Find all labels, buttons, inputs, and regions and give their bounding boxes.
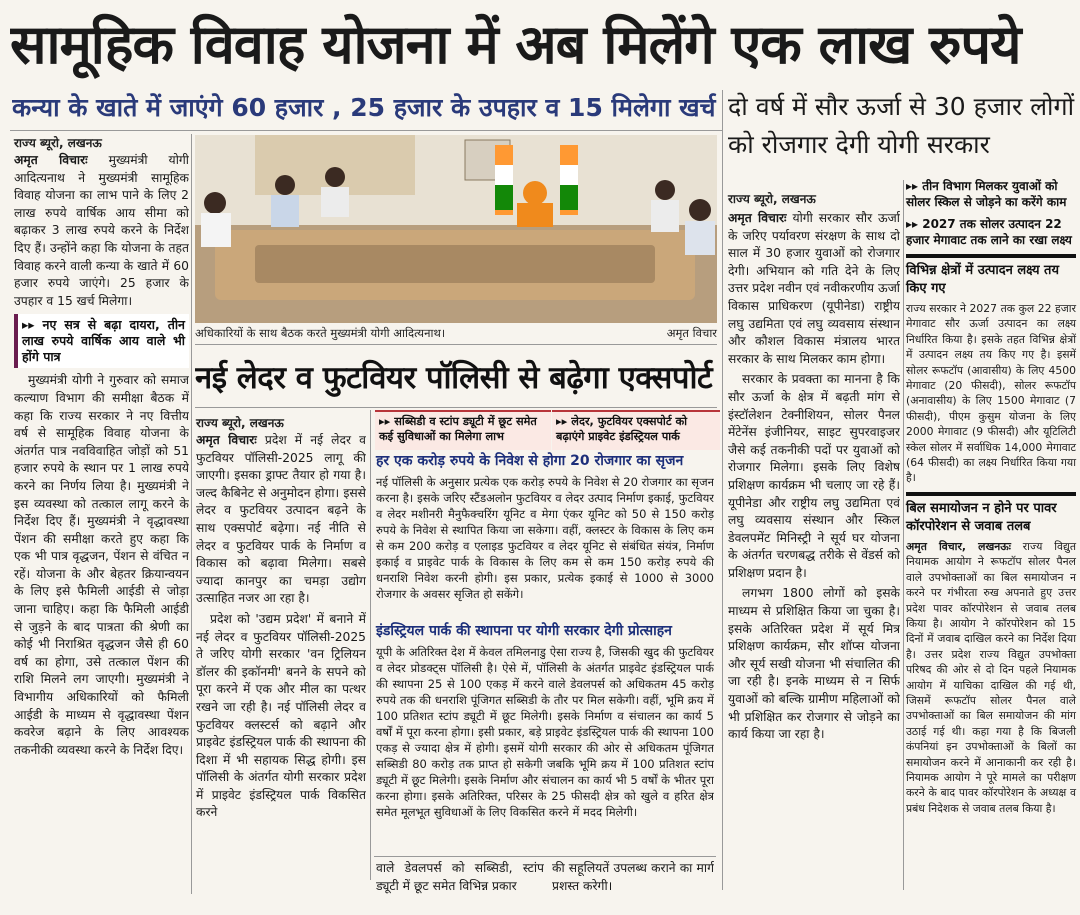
meeting-photo <box>195 135 717 323</box>
story2-col1 <box>196 432 366 897</box>
sidebar-head2: बिल समायोजन न होने पर पावर कॉरपोरेशन से जवाब तलब <box>906 500 1057 534</box>
story3-para1: योगी सरकार सौर ऊर्जा के जरिए पर्यावरण संरक्षण के साथ दो साल में 30 हजार युवाओं को रोजगार देगी। अभियान को गति देने के लिए उत्तर प्रदेश नवीन एवं नवीकरणीय ऊर्जा विकास प्राधिकरण (यूपीनेडा) राष्ट्रीय लघु उद्यमिता एवं लघु व्यवसाय संस्थान और कौशल विकास मंत्रालय भारत सरकार के साथ मिलकर काम होगा। <box>728 211 900 366</box>
story1-byline: राज्य ब्यूरो, लखनऊ <box>14 136 102 150</box>
sidebar-text2-body: राज्य विद्युत नियामक आयोग ने रूफटॉप सोलर पैनल वाले उपभोक्ताओं का बिल समायोजन न करने पर गंभीरता रुख अपनाते हुए उत्तर प्रदेश पावर कॉरपोरेशन से जवाब तलब किया है। आयोग ने कॉरपोरेशन को 15 दिनों में जवाब दाखिल करने का निर्देश दिया है। उत्तर प्रदेश राज्य विद्युत उपभोक्ता परिषद की ओर से दो दिन पहले नियामक आयोग में याचिका दाखिल की गई थी, जिसमें रूफटॉप सोलर पैनल वाले उपभोक्ताओं का बिल समायोजन की मांग उठाई गई थी। कहा गया है कि बिजली कंपनियां इन उपभोक्ताओं के बिलों का समायोजन करने में आनाकानी कर रही है। नियामक आयोग ने पूरे मामले का परीक्षण करने के बाद पावर कॉरपोरेशन के अध्यक्ष व प्रबंध निदेशक से जवाब तलब किया है। <box>906 539 1076 815</box>
story2-para3-text: नई पॉलिसी के अनुसार प्रत्येक एक करोड़ रुपये के निवेश से 20 रोजगार का सृजन करना है। इसके जरिए स्टैंडअलोन फुटवियर व लेदर उत्पाद निर्माण इकाई, फुटवियर व लेदर मशीनरी मैनुफैक्चरिंग यूनिट व मेगा एंकर यूनिट को 50 से 150 करोड़ रुपये के निवेश से स्थापित किया जा सकेगा। वहीं, क्लस्टर के विकास के लिए कम से कम 200 करोड़ व एलाइड फुटवियर व लेदर यूनिट से संबंधित संयंत्र, निर्माण इकाई व प्राइवेट पार्क के विकास के लिए कम से कम 150 करोड़ रुपये की धनराशि निवेश करनी होगी। इस प्रकार, प्रत्येक इकाई से 1000 से 3000 रोजगार के अवसर सृजित हो सकेंगे। <box>376 475 714 601</box>
story1-lead: अमृत विचारः <box>14 153 88 167</box>
story3-para3: लगभग 1800 लोगों को इसके माध्यम से प्रशिक्षित किया जा चुका है। इसके अतिरिक्त प्रदेश में सूर्य मित्र प्रशिक्षण कार्यक्रम, सौर शॉप्स योजना और सूर्य सखी योजना भी संचालित की जा रही है। इनके माध्यम से न सिर्फ युवाओं को बल्कि ग्रामीण महिलाओं को भी प्रशिक्षित कर रोजगार से जोड़ने का कार्य किया जा रहा है। <box>728 586 900 742</box>
sidebar-pull1 <box>906 178 1076 210</box>
sidebar-text1: राज्य सरकार ने 2027 तक कुल 22 हजार मेगावाट सौर ऊर्जा उत्पादन का लक्ष्य निर्धारित किया है। इसके तहत विभिन्न क्षेत्रों में उत्पादन लक्ष्य तय किए गए है। इसमें सोलर रूफटॉप (आवासीय) के लिए 4500 मेगावाट (20 फीसदी), सोलर रूफटॉप (अनावासीय) के लिए 1500 मेगावाट (7 फीसदी), पीएम कुसुम योजना के लिए 2000 मेगावाट (9 फीसदी) और यूटिलिटी स्केल सोलर में सर्वाधिक 14,000 मेगावाट (64 फीसदी) का लक्ष्य निर्धारित किया गया है। <box>906 302 1076 485</box>
photo-caption-bar <box>195 326 717 345</box>
story2-para5b-text: की सहूलियतें उपलब्ध कराने का मार्ग प्रशस्त करेगी। <box>552 861 714 893</box>
story2-subhead2: इंडस्ट्रियल पार्क की स्थापना पर योगी सरकार देगी प्रोत्साहन <box>376 623 672 639</box>
column-divider <box>903 180 904 890</box>
story2-para1: प्रदेश में नई लेदर व फुटवियर पॉलिसी-2025 लागू की जाएगी। इसका ड्राफ्ट तैयार हो गया है। जल्द कैबिनेट से अनुमोदन होगा। इससे लेदर व फुटवियर उत्पादन बढ़ने के साथ एक्सपोर्ट बढ़ेगा। नई नीति से लेदर व फुटवियर पार्क के निर्माण व विकास को बढ़ावा मिलेगा। सबसे ज्यादा कानपुर का चमड़ा उद्योग उत्साहित नजर आ रहा है। <box>196 433 366 606</box>
story3-byline: राज्य ब्यूरो, लखनऊ <box>728 192 816 206</box>
story3-para2: सरकार के प्रवक्ता का मानना है कि सौर ऊर्जा के क्षेत्र में बढ़ती मांग से इंस्टॉलेशन टेक्नीशियन, सोलर पैनल मेंटेनेंस इंजीनियर, साइट सुपरवाइजर जैसे कई तकनीकी पदों पर युवाओं को रोजगार मिलेगा। इसके लिए विशेष प्रशिक्षण कार्यक्रम भी चलाए जा रहे हैं। यूपीनेडा और राष्ट्रीय लघु उद्यमिता एवं लघु व्यवसाय संस्थान और स्किल डेवलपमेंट मिनिस्ट्री ने सूर्य घर योजना के अंतर्गत चरणबद्ध तरीके से वेंडर्स को प्रशिक्षण प्रदान है। <box>728 372 900 580</box>
arrow-icon: ▸▸ <box>556 415 568 428</box>
story2-headline: नई लेदर व फुटवियर पॉलिसी से बढ़ेगा एक्सपोर्ट <box>195 360 713 396</box>
story2-para2: प्रदेश को 'उद्यम प्रदेश' में बनाने में नई लेदर व फुटवियर पॉलिसी-2025 ते जरिए योगी सरकार 'वन ट्रिलियन डॉलर की इकॉनमी' बनने के सपने को पूरा करने में एक और मील का पत्थर रखने जा रही है। नई पॉलिसी लेदर व फुटवियर क्लस्टर्स को बढ़ाने और प्राइवेट इंडस्ट्रियल पार्क की स्थापना की दिशा में भी सहायक सिद्ध होगी। इस पॉलिसी के अंतर्गत योगी सरकार प्रदेश में प्राइवेट इंडस्ट्रियल पार्क विकसित करने <box>196 611 366 820</box>
sidebar-pull2-text: 2027 तक सोलर उत्पादन 22 हजार मेगावाट तक लाने का रखा लक्ष्य <box>906 217 1072 247</box>
story1-body <box>14 152 189 887</box>
story2-lead: अमृत विचारः <box>196 433 257 447</box>
arrow-icon: ▸▸ <box>906 179 919 193</box>
story2-tag1-text: सब्सिडी व स्टांप ड्यूटी में छूट समेत कई सुविधाओं का मिलेगा लाभ <box>379 415 537 443</box>
story1-pull-text: नए सत्र से बढ़ा दायरा, तीन लाख रुपये वार्षिक आय वाले भी होंगे पात्र <box>22 317 185 365</box>
story3-body <box>728 210 900 895</box>
story2-para5a-text: वाले डेवलपर्स को सब्सिडी, स्टांप ड्यूटी में छूट समेत विभिन्न प्रकार <box>376 861 544 893</box>
sub-headline: कन्या के खाते में जाएंगे 60 हजार , 25 हजार के उपहार व 15 मिलेगा खर्च <box>12 93 716 122</box>
story1-para1: मुख्यमंत्री योगी आदित्यनाथ ने मुख्यमंत्री सामूहिक विवाह योजना का लाभ पाने के लिए 2 लाख रुपये वार्षिक आय सीमा को बढ़ाकर 3 लाख रुपये करने के निर्देश दिए हैं। उन्होंने कहा कि योजना के तहत विवाह करने वाली कन्या के खाते में 60 हजार रुपये जाएंगे। 25 हजार के उपहार व 15 खर्च मिलेगा। <box>14 153 189 308</box>
meeting-illustration <box>195 135 717 323</box>
photo-credit: अमृत विचार <box>666 326 717 340</box>
column-divider <box>191 134 192 894</box>
main-headline: सामूहिक विवाह योजना में अब मिलेंगे एक लाख रुपये <box>10 13 1021 76</box>
story1-para2: मुख्यमंत्री योगी ने गुरुवार को समाज कल्याण विभाग की समीक्षा बैठक में कहा कि राज्य सरकार ने नए वित्तीय वर्ष से सामूहिक विवाह योजना के अंतर्गत पात्र नवविवाहित जोड़ों को 51 हजार रुपये के स्थान पर 1 लाख रुपये करने का निर्णय लिया है। मुख्यमंत्री ने इस व्यवस्था को तत्काल लागू करने के निर्देश दिए हैं। मुख्यमंत्री ने वृद्धावस्था पेंशन की समीक्षा करते हुए कहा कि एक भी पात्र वृद्धजन, पेंशन से वंचित न रहें। योजना के और बेहतर क्रियान्वयन के लिए इसे फैमिली आईडी से जोड़ा जाना चाहिए। कहा कि फैमिली आईडी से जुड़ने के बाद पात्रता की श्रेणी का कोई भी निराश्रित वृद्धजन जैसे ही 60 वर्ष का होगा, उसे तत्काल पेंशन की राशि मिलने लग जाएगी। मुख्यमंत्री ने विभागीय अधिकारियों को फैमिली आईडी के माध्यम से वृद्धावस्था पेंशन कवरेज बढ़ाने के लिए आवश्यक तकनीकी व्यवस्था करने के निर्देश दिए। <box>14 373 189 757</box>
story2-subhead1: हर एक करोड़ रुपये के निवेश से होगा 20 रोजगार का सृजन <box>376 453 684 469</box>
sidebar-pull2 <box>906 216 1076 248</box>
photo-caption: अधिकारियों के साथ बैठक करते मुख्यमंत्री योगी आदित्यनाथ। <box>195 326 446 340</box>
arrow-icon: ▸▸ <box>379 415 391 428</box>
divider <box>195 407 717 408</box>
sidebar-lead2: अमृत विचार, लखनऊः <box>906 539 1011 553</box>
sidebar-pull1-text: तीन विभाग मिलकर युवाओं को सोलर स्किल से जोड़ने का करेंगे काम <box>906 179 1067 209</box>
story3-headline: दो वर्ष में सौर ऊर्जा से 30 हजार लोगों को रोजगार देगी योगी सरकार <box>728 92 1075 159</box>
arrow-icon: ▸▸ <box>906 217 919 231</box>
story2-para5b <box>552 860 714 896</box>
divider <box>906 492 1076 496</box>
story1-pullquote <box>14 314 189 368</box>
story2-para3 <box>376 474 714 614</box>
story2-tag2 <box>552 410 720 450</box>
sidebar-text2 <box>906 539 1076 816</box>
story2-byline: राज्य ब्यूरो, लखनऊ <box>196 416 284 430</box>
sidebar <box>906 178 1076 816</box>
story2-tag2-text: लेदर, फुटवियर एक्सपोर्ट को बढ़ाएंगे प्राइवेट इंडस्ट्रियल पार्क <box>556 415 688 443</box>
column-divider <box>370 410 371 880</box>
divider <box>906 254 1076 258</box>
story2-para5a <box>376 860 544 896</box>
story2-tag1 <box>375 410 551 450</box>
story3-lead: अमृत विचारः <box>728 211 787 225</box>
divider <box>374 856 716 857</box>
arrow-icon: ▸▸ <box>22 317 35 333</box>
column-divider <box>722 90 723 890</box>
sidebar-head1: विभिन्न क्षेत्रों में उत्पादन लक्ष्य तय किए गए <box>906 263 1059 296</box>
story2-para4 <box>376 644 714 852</box>
story2-para4-text: यूपी के अतिरिक्त देश में केवल तमिलनाडु ऐसा राज्य है, जिसकी खुद की फुटवियर व लेदर प्रोडक्ट्स पॉलिसी है। ऐसे में, पॉलिसी के अंतर्गत प्राइवेट इंडस्ट्रियल पार्क की स्थापना 25 से 100 एकड़ में करने वाले डेवलपर्स को अधिकतम 45 करोड़ रुपये तक की धनराशि पूंजिगत सब्सिडी के तौर पर मिल सकेगी। वहीं, भूमि क्रय में 100 प्रतिशत स्टांप ड्यूटी में छूट मिलेगी। इसके निर्माण व संचालन का कार्य 5 वर्षों में पूरा करना होगा। इसी प्रकार, बड़े प्राइवेट इंडस्ट्रियल पार्क की स्थापना 100 एकड़ से ज्यादा क्षेत्र में होगी। इसमें योगी सरकार की ओर से अधिकतम पूंजिगत सब्सिडी 80 करोड़ तक प्राप्त हो सकेगी जबकि भूमि क्रय में 100 प्रतिशत स्टांप ड्यूटी में छूट मिलेगी। इसके निर्माण और संचालन का कार्य भी 5 वर्षों के भीतर पूरा करना होगा। इसके अतिरिक्त, परिसर के 25 फीसदी क्षेत्र को खुले व हरित क्षेत्र समेत मूलभूत सुविधाओं के लिए विकसित करने में मदद मिलेगी। <box>376 645 714 819</box>
divider <box>10 130 722 131</box>
